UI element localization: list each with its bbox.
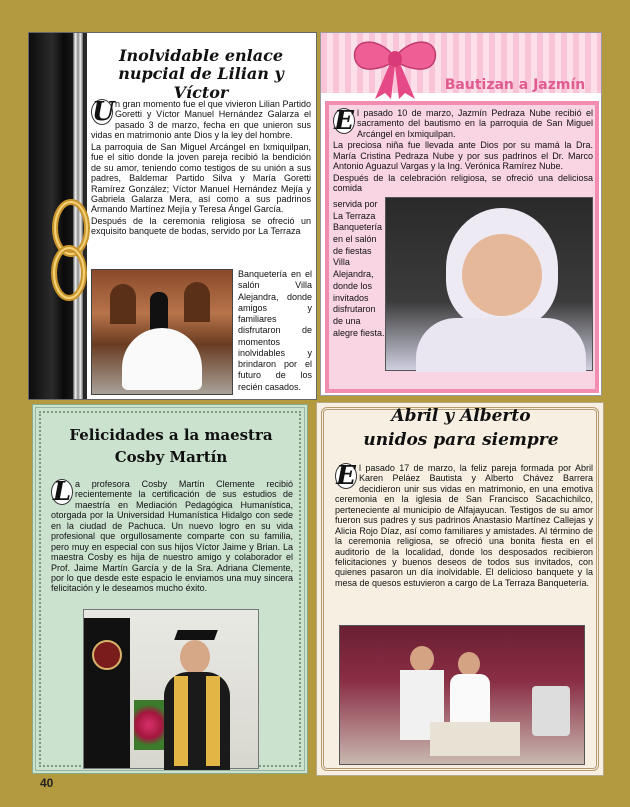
paragraph: a profesora Cosby Martín Clemente recibió recientemente la certificación de sus estudios de maestría en Mediación Pedagógica Humanística, otorgada por la Universidad Humanística Hidalgo con sede en la ciudad de Pachuca. Un nuevo logro en su vida profesional que orgullosamente comparte con su familia, pero muy en especial con sus hijos Víctor Jaime y Brian. La maestra Cosby es hija de nuestro amigo y colaborador el Prof. Jaime Martín García y de la Sra. Adriana Clemente, por lo que desde este espacio le enviamos una muy sincera felicitación y le deseamos mucho éxito. <box>51 479 293 594</box>
article-title: Inolvidable enlace nupcial de Lilian y Víctor <box>118 46 284 102</box>
dropcap: E <box>336 461 356 491</box>
paragraph: La parroquia de San Miguel Arcángel en Ixmiquilpan, fue el sitio donde la joven pareja recibió la bendición de su amor, teniendo como testigos de su unión a sus padres, Baldemar Partido Silva y María Goretti Ramírez González; Víctor Manuel Hernández Mejía y Gabriela Galarza Mera, así como a sus padrinos Armando Martínez Mejía y Teresa Ángel García. <box>91 141 311 215</box>
paragraph: l pasado 17 de marzo, la feliz pareja formada por Abril Karen Peláez Bautista y Alberto Chávez Barrera decidieron unir sus vidas en matrimonio, en una emotiva ceremonia en la iglesia de San Francisco Sacachichilco, perteneciente al municipio de Alfajayucan. Testigos de su amor fueron sus padres y sus padrinos Anastasio Martínez Callejas y Alicia Rojo Díaz, así como familiares y amistades. Al término de la ceremonia religiosa, se ofreció una bonita fiesta en el auditorio de la localidad, donde los desposados recibieron felicitaciones y buenos deseos de todos sus invitados, con quienes pasaron un día inolvidable. El delicioso banquete y la mesa de quesos estuvieron a cargo de La Terraza Banquetería. <box>335 463 593 588</box>
paragraph: Después de la celebración religiosa, se ofreció una deliciosa comida <box>333 172 593 194</box>
article-body <box>333 108 593 195</box>
paragraph: Después de la ceremonia religiosa se ofreció un exquisito banquete de bodas, servido por La Terraza <box>91 215 311 237</box>
dropcap: U <box>92 97 115 127</box>
pink-bow-icon <box>347 35 443 101</box>
wedding-rings-icon <box>47 193 93 305</box>
article-title: Bautizan a Jazmín <box>444 77 586 93</box>
article-abril-alberto <box>316 402 604 776</box>
paragraph: n gran momento fue el que vivieron Lilian Partido Goretti y Víctor Manuel Hernández Galarza el pasado 3 de marzo, fecha en que unieron sus vidas en matrimonio ante Dios y la ley del hombre. <box>91 99 311 141</box>
article-title-line2: Cosby Martín <box>114 448 228 466</box>
article-body <box>51 479 293 595</box>
couple-photo <box>339 625 585 765</box>
article-wedding-lilian-victor <box>28 32 317 400</box>
article-body-column: Banquetería en el salón Villa Alejandra, donde amigos y familiares disfrutaron de momentos inolvidables y brindaron por el futuro de los recién casados. <box>238 269 312 392</box>
paragraph: l pasado 10 de marzo, Jazmín Pedraza Nube recibió el sacramento del bautismo en la parroquia de San Miguel Arcángel en Ixmiquilpan. <box>357 108 593 139</box>
page-number: 40 <box>40 776 54 790</box>
paragraph: La preciosa niña fue llevada ante Dios por su mamá la Dra. María Cristina Pedraza Nube y por sus padrinos el Dr. Marco Antonio Aguazul Vargas y la Ing. Verónica Ramírez Nube. <box>333 140 593 172</box>
wedding-photo <box>91 269 233 395</box>
article-title-line2: unidos para siempre <box>363 430 559 450</box>
baby-photo <box>385 197 593 371</box>
article-title-line1: Felicidades a la maestra <box>69 426 273 444</box>
dropcap: E <box>334 106 354 136</box>
article-body <box>91 99 311 238</box>
article-congrats-cosby <box>32 404 308 774</box>
article-baptism-jazmin <box>320 32 602 396</box>
dropcap: L <box>52 477 72 507</box>
article-body <box>335 463 593 589</box>
article-body-column: servida por La Terraza Banquetería en el salón de fiestas Villa Alejandra, donde los invitados disfrutaron de una alegre fiesta. <box>333 199 385 338</box>
article-title-line1: Abril y Alberto <box>391 406 531 426</box>
graduate-photo <box>83 609 259 769</box>
